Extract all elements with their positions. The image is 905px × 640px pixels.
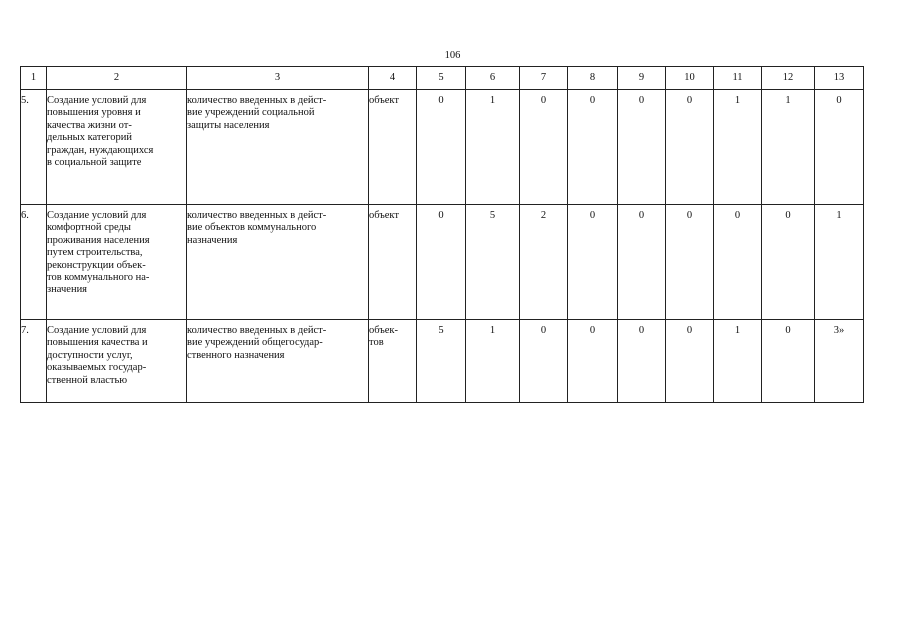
indicator-text: количество введенных в дейст- вие объектов коммунального назначения [187, 210, 327, 246]
indicator-cell [187, 320, 369, 403]
column-header: 13 [815, 67, 864, 90]
value-cell: 0 [762, 320, 815, 403]
table-header-row [21, 67, 864, 90]
column-header: 10 [666, 67, 714, 90]
goal-text: Создание условий для комфортной среды проживания населения путем строительства, реконструкции объек- тов коммунального на- значения [47, 210, 150, 296]
goal-cell [47, 320, 187, 403]
goal-text: Создание условий для повышения уровня и качества жизни от- дельных категорий граждан, нуждающихся в социальной защите [47, 95, 154, 169]
unit-text: объект [369, 95, 399, 106]
value-cell: 1 [714, 90, 762, 205]
value-cell: 1 [466, 90, 520, 205]
column-header: 4 [369, 67, 417, 90]
indicator-text: количество введенных в дейст- вие учреждений социальной защиты населения [187, 95, 327, 131]
value-cell: 0 [618, 90, 666, 205]
value-cell: 5 [466, 205, 520, 320]
goal-cell [47, 90, 187, 205]
value-cell: 0 [520, 320, 568, 403]
value-cell: 0 [618, 205, 666, 320]
unit-cell [369, 90, 417, 205]
value-cell: 0 [417, 90, 466, 205]
value-cell: 1 [466, 320, 520, 403]
goal-cell [47, 205, 187, 320]
value-cell: 0 [618, 320, 666, 403]
goal-text: Создание условий для повышения качества и доступности услуг, оказываемых государ- ственной властью [47, 325, 148, 386]
row-number-cell [21, 90, 47, 205]
column-header: 8 [568, 67, 618, 90]
indicators-table [20, 66, 864, 403]
value-cell: 0 [666, 90, 714, 205]
page-number: 106 [444, 50, 461, 61]
value-cell: 1 [762, 90, 815, 205]
column-header: 12 [762, 67, 815, 90]
indicator-text: количество введенных в дейст- вие учреждений общегосудар- ственного назначения [187, 325, 327, 361]
unit-text: объек- тов [369, 325, 399, 349]
column-header: 7 [520, 67, 568, 90]
value-cell: 1 [815, 205, 864, 320]
value-cell: 0 [568, 320, 618, 403]
unit-cell [369, 320, 417, 403]
column-header: 3 [187, 67, 369, 90]
value-cell: 0 [568, 205, 618, 320]
table-row [21, 90, 864, 205]
value-cell: 0 [815, 90, 864, 205]
value-cell: 0 [520, 90, 568, 205]
column-header: 9 [618, 67, 666, 90]
column-header: 2 [47, 67, 187, 90]
value-cell: 3» [815, 320, 864, 403]
value-cell: 5 [417, 320, 466, 403]
value-cell: 0 [417, 205, 466, 320]
indicator-cell [187, 205, 369, 320]
value-cell: 0 [714, 205, 762, 320]
table-row [21, 320, 864, 403]
column-header: 1 [21, 67, 47, 90]
row-number: 7. [21, 325, 29, 336]
value-cell: 0 [666, 205, 714, 320]
row-number: 5. [21, 95, 29, 106]
table-row [21, 205, 864, 320]
value-cell: 0 [568, 90, 618, 205]
value-cell: 1 [714, 320, 762, 403]
column-header: 11 [714, 67, 762, 90]
value-cell: 0 [762, 205, 815, 320]
indicator-cell [187, 90, 369, 205]
unit-text: объект [369, 210, 399, 221]
column-header: 6 [466, 67, 520, 90]
row-number-cell [21, 205, 47, 320]
value-cell: 2 [520, 205, 568, 320]
row-number-cell [21, 320, 47, 403]
column-header: 5 [417, 67, 466, 90]
row-number: 6. [21, 210, 29, 221]
value-cell: 0 [666, 320, 714, 403]
unit-cell [369, 205, 417, 320]
